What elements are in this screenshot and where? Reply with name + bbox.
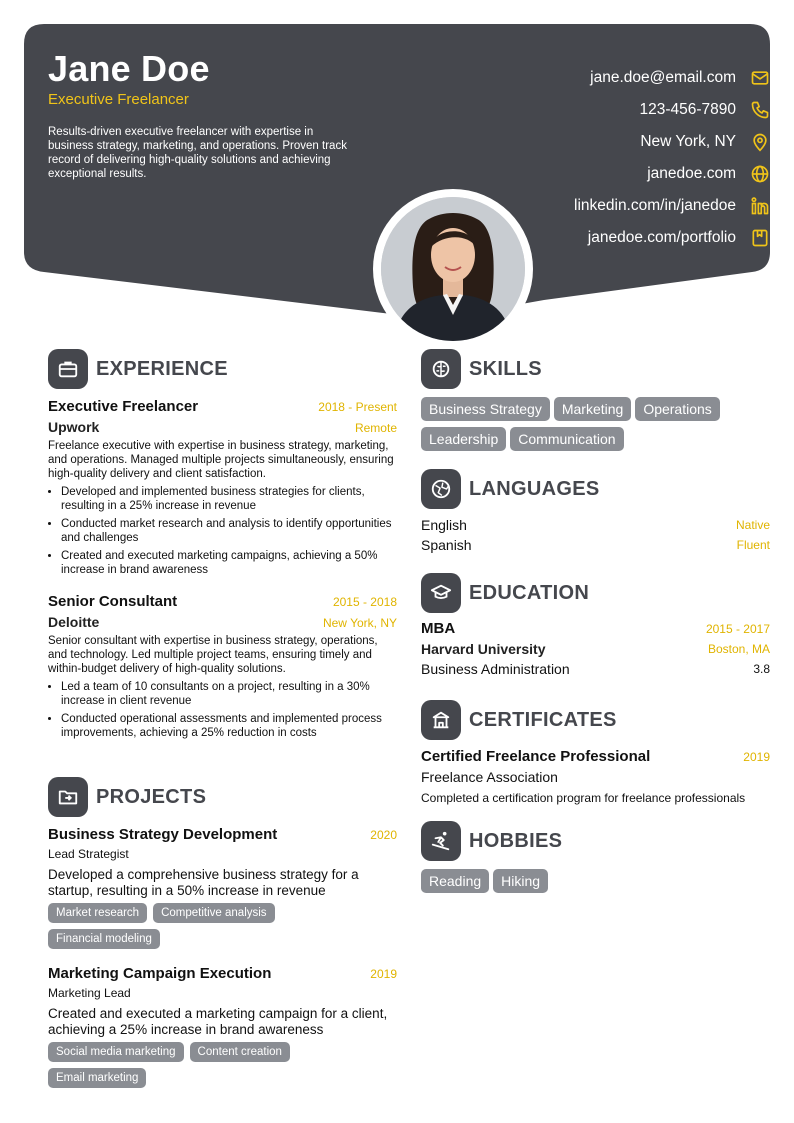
graduation-cap-icon bbox=[421, 573, 461, 613]
certificate-description: Completed a certification program for freelance professionals bbox=[421, 791, 746, 805]
job-entry bbox=[48, 593, 397, 740]
project-description: Created and executed a marketing campaign for a client, achieving a 25% increase in brand awareness bbox=[48, 1006, 388, 1037]
certificate-year: 2019 bbox=[743, 750, 770, 764]
degree: MBA bbox=[421, 620, 456, 637]
certificates-title: CERTIFICATES bbox=[469, 708, 617, 731]
project-entry bbox=[48, 826, 397, 955]
job-achievements bbox=[48, 485, 397, 577]
candidate-title: Executive Freelancer bbox=[48, 91, 189, 108]
hobby-tag: Hiking bbox=[493, 869, 548, 893]
project-role: Marketing Lead bbox=[48, 986, 131, 1000]
project-tag: Competitive analysis bbox=[153, 903, 274, 923]
achievement-item: • Conducted market research and analysis to identify opportunities and challenges bbox=[61, 517, 397, 545]
language-item bbox=[421, 515, 770, 535]
profile-photo bbox=[381, 197, 525, 341]
skill-tag: Business Strategy bbox=[421, 397, 550, 421]
hobbies-title: HOBBIES bbox=[469, 829, 563, 852]
project-tag: Email marketing bbox=[48, 1068, 146, 1088]
institution-icon bbox=[421, 700, 461, 740]
contact-website[interactable] bbox=[410, 158, 770, 190]
project-tags bbox=[48, 903, 397, 955]
job-company: Deloitte bbox=[48, 614, 100, 630]
hobby-tag: Reading bbox=[421, 869, 489, 893]
achievement-item: • Led a team of 10 consultants on a project, resulting in a 30% increase in client revenue bbox=[61, 680, 397, 708]
languages-title: LANGUAGES bbox=[469, 477, 600, 500]
skill-tag: Communication bbox=[510, 427, 623, 451]
gpa: 3.8 bbox=[753, 662, 770, 676]
contact-linkedin-text[interactable]: linkedin.com/in/janedoe bbox=[574, 197, 736, 214]
hobbies-list bbox=[421, 869, 770, 899]
certificate-issuer: Freelance Association bbox=[421, 769, 558, 785]
hobbies-header bbox=[421, 821, 562, 861]
phone-icon bbox=[750, 100, 770, 120]
project-tags bbox=[48, 1042, 397, 1094]
certificates-section bbox=[421, 748, 770, 805]
projects-section bbox=[48, 826, 397, 1094]
project-role: Lead Strategist bbox=[48, 847, 129, 861]
job-location: New York, NY bbox=[322, 616, 397, 630]
project-year: 2019 bbox=[370, 967, 397, 981]
education-header bbox=[421, 573, 589, 613]
job-company: Upwork bbox=[48, 419, 100, 435]
skill-tag: Marketing bbox=[554, 397, 631, 421]
education-title: EDUCATION bbox=[469, 581, 590, 604]
skills-header bbox=[421, 349, 542, 389]
profile-summary: Results-driven executive freelancer with expertise in business strategy, marketing, and operations. Proven track record of delivering high-quality solutions and achieving exceptional results. bbox=[48, 126, 347, 180]
project-entry bbox=[48, 965, 397, 1094]
candidate-name: Jane Doe bbox=[48, 48, 210, 89]
projects-title: PROJECTS bbox=[96, 785, 207, 808]
languages-list bbox=[421, 515, 770, 555]
language-name: English bbox=[421, 517, 467, 533]
folder-icon bbox=[48, 777, 88, 817]
linkedin-icon bbox=[750, 196, 770, 216]
skill-tag: Operations bbox=[635, 397, 719, 421]
language-level: Fluent bbox=[736, 538, 770, 552]
education-section bbox=[421, 620, 770, 679]
skills-title: SKILLS bbox=[469, 357, 542, 380]
job-title: Senior Consultant bbox=[48, 593, 178, 610]
language-level: Native bbox=[735, 518, 770, 532]
project-tag: Market research bbox=[48, 903, 147, 923]
school-name: Harvard University bbox=[421, 641, 546, 657]
school-location: Boston, MA bbox=[707, 642, 770, 656]
job-location: Remote bbox=[354, 421, 397, 435]
job-dates: 2018 - Present bbox=[318, 400, 397, 414]
contact-email-text[interactable]: jane.doe@email.com bbox=[590, 69, 736, 86]
project-tag: Content creation bbox=[190, 1042, 290, 1062]
certificates-header bbox=[421, 700, 617, 740]
experience-header bbox=[48, 349, 228, 389]
skills-list bbox=[421, 397, 770, 457]
certificate-name: Certified Freelance Professional bbox=[421, 748, 651, 765]
experience-title: EXPERIENCE bbox=[96, 357, 228, 380]
projects-header bbox=[48, 777, 206, 817]
skiing-icon bbox=[421, 821, 461, 861]
briefcase-icon bbox=[48, 349, 88, 389]
portfolio-icon bbox=[750, 228, 770, 248]
contact-location bbox=[410, 126, 770, 158]
project-title: Business Strategy Development bbox=[48, 826, 278, 843]
language-name: Spanish bbox=[421, 537, 472, 553]
contact-portfolio-text[interactable]: janedoe.com/portfolio bbox=[587, 229, 736, 246]
project-tag: Social media marketing bbox=[48, 1042, 184, 1062]
language-item bbox=[421, 535, 770, 555]
contact-website-text[interactable]: janedoe.com bbox=[647, 165, 736, 182]
contact-email[interactable] bbox=[410, 62, 770, 94]
brain-icon bbox=[421, 349, 461, 389]
experience-section bbox=[48, 398, 397, 744]
location-icon bbox=[750, 132, 770, 152]
project-year: 2020 bbox=[370, 828, 397, 842]
achievement-item: • Conducted operational assessments and implemented process improvements, achieving a 25% reduction in costs bbox=[61, 712, 397, 740]
project-tag: Financial modeling bbox=[48, 929, 160, 949]
job-description: Freelance executive with expertise in business strategy, marketing, and operations. Managed multiple projects simultaneously, ensuring high-quality delivery and client satisfaction. bbox=[48, 440, 394, 480]
language-icon bbox=[421, 469, 461, 509]
job-dates: 2015 - 2018 bbox=[332, 595, 397, 609]
skill-tag: Leadership bbox=[421, 427, 506, 451]
field-of-study: Business Administration bbox=[421, 661, 570, 677]
job-description: Senior consultant with expertise in business strategy, operations, and technology. Led multiple project teams, ensuring timely and within-budget delivery of high-quality solutions. bbox=[48, 635, 378, 675]
project-title: Marketing Campaign Execution bbox=[48, 965, 272, 982]
languages-header bbox=[421, 469, 599, 509]
achievement-item: • Created and executed marketing campaigns, achieving a 50% increase in brand awareness bbox=[61, 549, 397, 577]
job-entry bbox=[48, 398, 397, 577]
job-title: Executive Freelancer bbox=[48, 398, 199, 415]
mail-icon bbox=[750, 68, 770, 88]
education-dates: 2015 - 2017 bbox=[705, 622, 770, 636]
achievement-item: • Developed and implemented business strategies for clients, resulting in a 25% increase in revenue bbox=[61, 485, 397, 513]
contact-phone-text[interactable]: 123-456-7890 bbox=[639, 101, 736, 118]
contact-location-text: New York, NY bbox=[640, 133, 736, 150]
project-description: Developed a comprehensive business strategy for a startup, resulting in a 50% increase in revenue bbox=[48, 867, 359, 898]
contact-phone[interactable] bbox=[410, 94, 770, 126]
portrait-illustration bbox=[381, 197, 525, 341]
globe-icon bbox=[750, 164, 770, 184]
job-achievements bbox=[48, 680, 397, 740]
